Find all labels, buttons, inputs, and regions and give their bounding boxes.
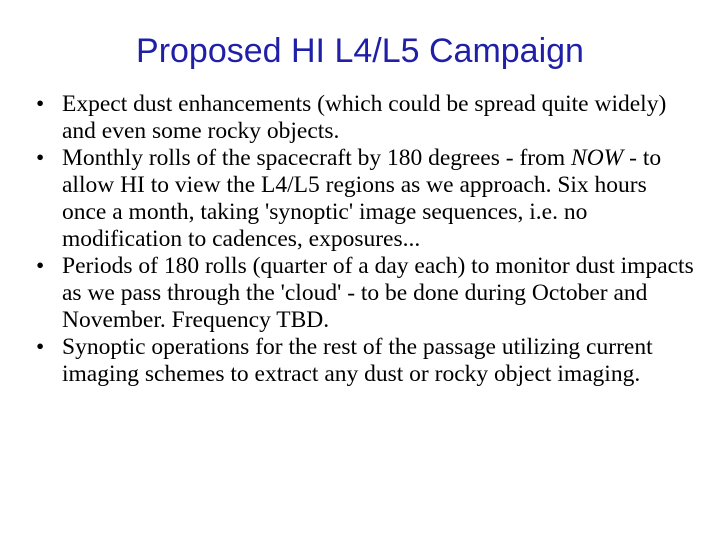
bullet-item-periods-of-rolls [36, 253, 696, 334]
bullet-text: Periods of 180 rolls (quarter of a day each) to monitor dust impacts as we pass through the 'cloud' - to be done during October and November. Frequency TBD. [62, 253, 694, 333]
bullet-marker: • [36, 334, 45, 360]
bullet-text: Synoptic operations for the rest of the passage utilizing current imaging schemes to extract any dust or rocky object imaging. [62, 334, 653, 387]
bullet-text [62, 145, 661, 252]
bullet-marker: • [36, 145, 45, 171]
bullet-text-after: - to allow HI to view the L4/L5 regions as we approach. Six hours once a month, taking 'synoptic' image sequences, i.e. no modification to cadences, exposures... [62, 145, 662, 252]
bullet-text-before: Monthly rolls of the spacecraft by 180 degrees - from [62, 145, 572, 171]
slide-title: Proposed HI L4/L5 Campaign [136, 32, 584, 70]
bullet-item-synoptic-operations [36, 334, 696, 388]
bullet-emphasis-now: NOW [571, 145, 624, 171]
bullet-list [36, 91, 696, 388]
bullet-marker: • [36, 253, 45, 279]
bullet-item-monthly-rolls [36, 145, 696, 253]
bullet-item-dust-enhancements [36, 91, 696, 145]
bullet-text: Expect dust enhancements (which could be spread quite widely) and even some rocky objects. [62, 91, 667, 144]
bullet-marker: • [36, 91, 45, 117]
